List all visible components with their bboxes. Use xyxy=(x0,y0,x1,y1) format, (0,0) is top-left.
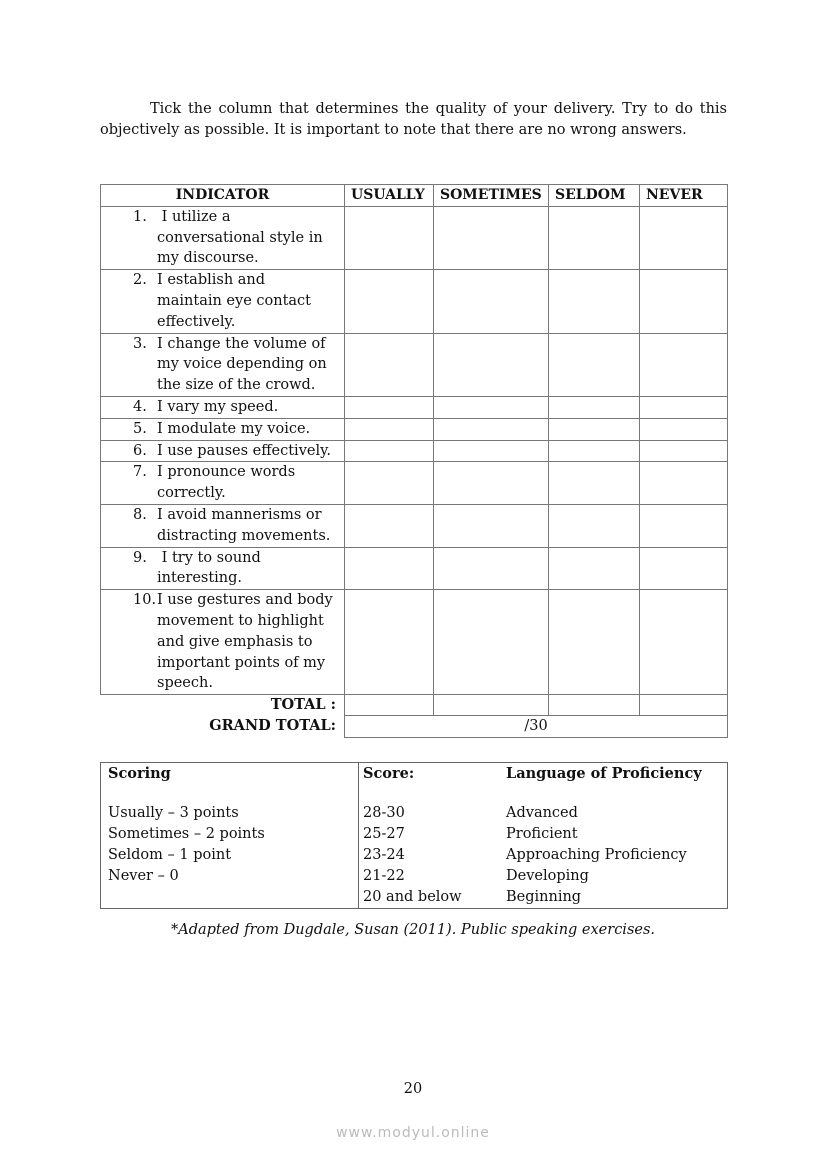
column-divider xyxy=(358,763,359,908)
sometimes-tick-cell[interactable] xyxy=(434,396,549,418)
indicator-cell xyxy=(101,270,345,333)
indicator-text-line: speech. xyxy=(157,675,213,692)
sometimes-tick-cell[interactable] xyxy=(434,206,549,269)
header-seldom: SELDOM xyxy=(549,185,640,207)
indicator-cell xyxy=(101,590,345,695)
indicator-cell xyxy=(101,462,345,505)
indicator-text-line: I establish and xyxy=(157,272,266,289)
points-seldom: Seldom – 1 point xyxy=(108,847,232,863)
indicator-cell xyxy=(101,440,345,462)
indicator-text-line: I vary my speed. xyxy=(157,398,279,415)
table-row xyxy=(101,590,728,695)
indicator-number: 1. xyxy=(133,208,147,225)
indicator-text-line: important points of my xyxy=(157,654,326,671)
sometimes-tick-cell[interactable] xyxy=(434,440,549,462)
never-tick-cell[interactable] xyxy=(640,547,728,590)
grand-total-value[interactable]: /30 xyxy=(345,716,728,738)
indicator-text-line: I pronounce words xyxy=(157,464,296,481)
score-range: 25-27 xyxy=(363,826,405,842)
seldom-tick-cell[interactable] xyxy=(549,590,640,695)
proficiency-level: Proficient xyxy=(506,826,578,842)
sometimes-tick-cell[interactable] xyxy=(434,418,549,440)
indicator-cell xyxy=(101,396,345,418)
header-usually: USUALLY xyxy=(345,185,434,207)
seldom-tick-cell[interactable] xyxy=(549,333,640,396)
table-row xyxy=(101,462,728,505)
usually-tick-cell[interactable] xyxy=(345,440,434,462)
header-sometimes: SOMETIMES xyxy=(434,185,549,207)
never-tick-cell[interactable] xyxy=(640,333,728,396)
never-tick-cell[interactable] xyxy=(640,206,728,269)
never-tick-cell[interactable] xyxy=(640,590,728,695)
indicator-number: 9. xyxy=(133,549,147,566)
indicator-number: 2. xyxy=(133,272,147,289)
never-tick-cell[interactable] xyxy=(640,440,728,462)
page-number: 20 xyxy=(403,1081,423,1097)
seldom-tick-cell[interactable] xyxy=(549,206,640,269)
table-row xyxy=(101,206,728,269)
sometimes-tick-cell[interactable] xyxy=(434,462,549,505)
indicator-text-line: movement to highlight xyxy=(157,612,324,629)
table-row xyxy=(101,418,728,440)
sometimes-tick-cell[interactable] xyxy=(434,504,549,547)
indicator-number: 10. xyxy=(133,592,157,609)
usually-tick-cell[interactable] xyxy=(345,396,434,418)
indicator-table xyxy=(100,184,728,738)
indicator-text-line: maintain eye contact xyxy=(157,292,311,309)
proficiency-header: Language of Proficiency xyxy=(506,765,702,782)
usually-tick-cell[interactable] xyxy=(345,418,434,440)
points-sometimes: Sometimes – 2 points xyxy=(108,826,265,842)
seldom-tick-cell[interactable] xyxy=(549,270,640,333)
indicator-text-line: interesting. xyxy=(157,570,243,587)
proficiency-level: Developing xyxy=(506,868,589,884)
score-range: 23-24 xyxy=(363,847,405,863)
indicator-text-line: and give emphasis to xyxy=(157,633,313,650)
total-never-cell[interactable] xyxy=(640,695,728,716)
proficiency-level: Advanced xyxy=(506,805,578,821)
indicator-text-line: effectively. xyxy=(157,313,236,330)
seldom-tick-cell[interactable] xyxy=(549,504,640,547)
usually-tick-cell[interactable] xyxy=(345,590,434,695)
citation: *Adapted from Dugdale, Susan (2011). Public speaking exercises. xyxy=(170,922,656,938)
never-tick-cell[interactable] xyxy=(640,504,728,547)
points-never: Never – 0 xyxy=(108,868,179,884)
indicator-text-line: I avoid mannerisms or xyxy=(157,506,322,523)
table-row xyxy=(101,547,728,590)
usually-tick-cell[interactable] xyxy=(345,547,434,590)
score-header: Score: xyxy=(363,765,415,782)
indicator-cell xyxy=(101,333,345,396)
seldom-tick-cell[interactable] xyxy=(549,418,640,440)
usually-tick-cell[interactable] xyxy=(345,206,434,269)
indicator-text-line: distracting movements. xyxy=(157,527,331,544)
total-usually-cell[interactable] xyxy=(345,695,434,716)
proficiency-level: Beginning xyxy=(506,889,582,905)
indicator-text-line: the size of the crowd. xyxy=(157,377,316,394)
sometimes-tick-cell[interactable] xyxy=(434,547,549,590)
table-row xyxy=(101,270,728,333)
table-header-row xyxy=(101,185,728,207)
usually-tick-cell[interactable] xyxy=(345,504,434,547)
usually-tick-cell[interactable] xyxy=(345,333,434,396)
total-sometimes-cell[interactable] xyxy=(434,695,549,716)
seldom-tick-cell[interactable] xyxy=(549,547,640,590)
indicator-cell xyxy=(101,504,345,547)
indicator-text-line: I try to sound xyxy=(157,549,261,566)
sometimes-tick-cell[interactable] xyxy=(434,333,549,396)
never-tick-cell[interactable] xyxy=(640,396,728,418)
indicator-text-line: correctly. xyxy=(157,485,226,502)
usually-tick-cell[interactable] xyxy=(345,270,434,333)
indicator-cell xyxy=(101,206,345,269)
grand-total-row xyxy=(101,716,728,738)
indicator-text-line: my voice depending on xyxy=(157,356,327,373)
table-row xyxy=(101,396,728,418)
proficiency-level: Approaching Proficiency xyxy=(506,847,687,863)
total-label: TOTAL : xyxy=(270,696,336,714)
score-range: 28-30 xyxy=(363,805,405,821)
indicator-number: 4. xyxy=(133,398,147,415)
indicator-cell xyxy=(101,418,345,440)
header-indicator: INDICATOR xyxy=(101,185,345,207)
score-range: 21-22 xyxy=(363,868,405,884)
seldom-tick-cell[interactable] xyxy=(549,462,640,505)
instructions-text: Tick the column that determines the quality of your delivery. Try to do this objectively as possible. It is important to note that there are no wrong answers. xyxy=(100,101,727,138)
indicator-text-line: my discourse. xyxy=(157,250,259,267)
indicator-number: 8. xyxy=(133,506,147,523)
table-row xyxy=(101,504,728,547)
total-seldom-cell[interactable] xyxy=(549,695,640,716)
scoring-title: Scoring xyxy=(108,765,171,782)
never-tick-cell[interactable] xyxy=(640,462,728,505)
indicator-number: 6. xyxy=(133,442,147,459)
indicator-text-line: I change the volume of xyxy=(157,335,326,352)
never-tick-cell[interactable] xyxy=(640,270,728,333)
indicator-number: 5. xyxy=(133,420,147,437)
scoring-table xyxy=(100,762,728,909)
score-range: 20 and below xyxy=(363,889,462,905)
indicator-text-line: I use gestures and body xyxy=(157,592,333,609)
sometimes-tick-cell[interactable] xyxy=(434,270,549,333)
watermark: www.modyul.online xyxy=(336,1125,490,1141)
grand-total-label: GRAND TOTAL: xyxy=(209,716,336,734)
table-row xyxy=(101,333,728,396)
seldom-tick-cell[interactable] xyxy=(549,440,640,462)
indicator-cell xyxy=(101,547,345,590)
total-row xyxy=(101,695,728,716)
header-never: NEVER xyxy=(640,185,728,207)
sometimes-tick-cell[interactable] xyxy=(434,590,549,695)
indicator-text-line: I use pauses effectively. xyxy=(157,442,331,459)
indicator-text-line: I utilize a xyxy=(157,208,231,225)
indicator-number: 7. xyxy=(133,464,147,481)
never-tick-cell[interactable] xyxy=(640,418,728,440)
table-row xyxy=(101,440,728,462)
indicator-text-line: I modulate my voice. xyxy=(157,420,311,437)
usually-tick-cell[interactable] xyxy=(345,462,434,505)
indicator-number: 3. xyxy=(133,335,147,352)
points-usually: Usually – 3 points xyxy=(108,805,239,821)
seldom-tick-cell[interactable] xyxy=(549,396,640,418)
indicator-text-line: conversational style in xyxy=(157,229,323,246)
